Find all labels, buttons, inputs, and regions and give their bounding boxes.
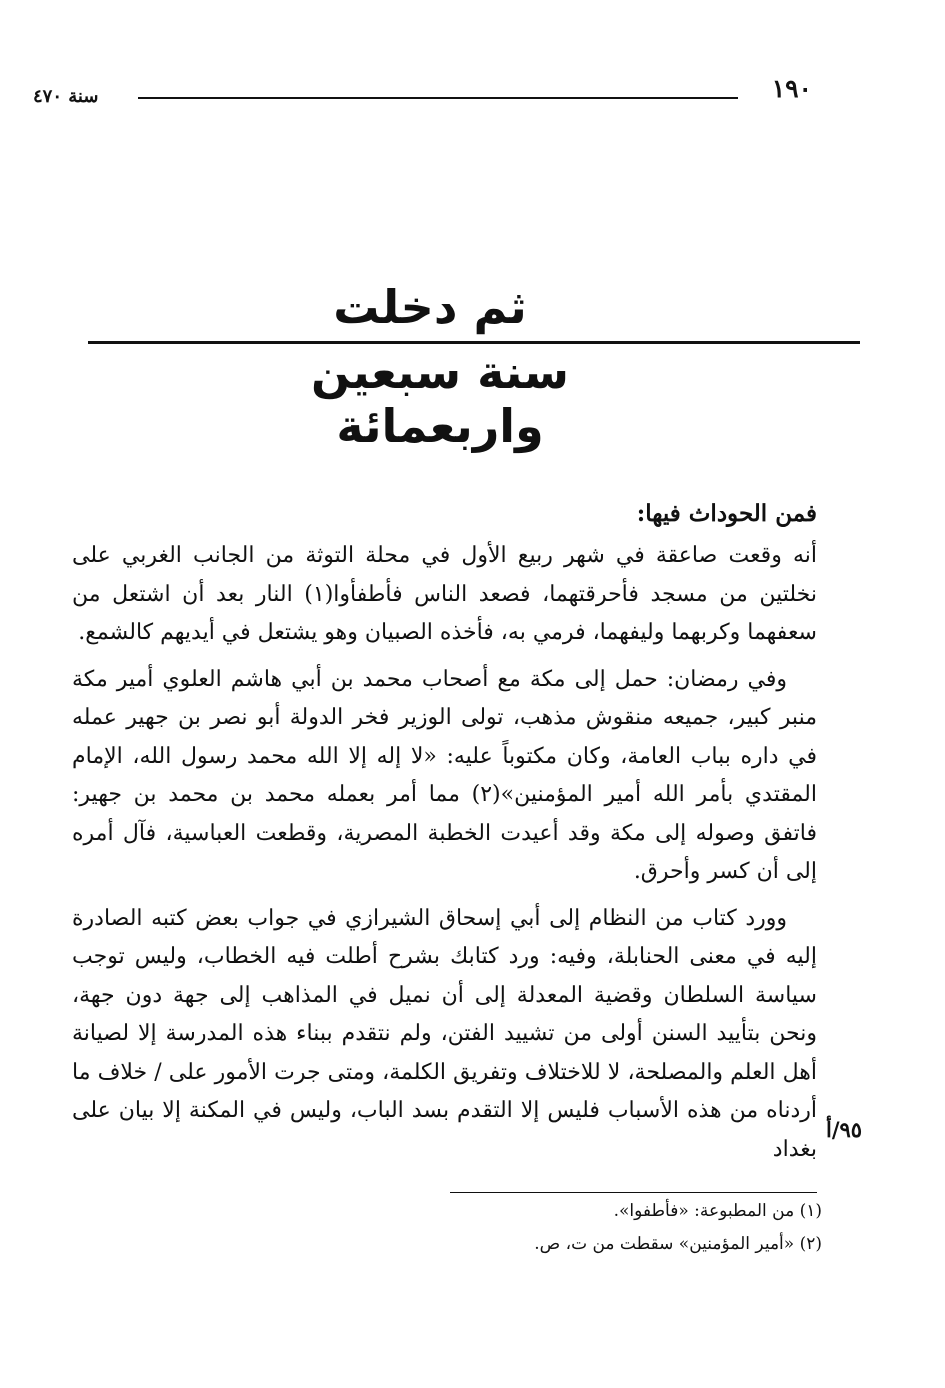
footnote: (١) من المطبوعة: «فأطفوا». bbox=[613, 1201, 822, 1221]
title-rule bbox=[88, 341, 860, 344]
page-number: ١٩٠ bbox=[771, 74, 812, 103]
body-text bbox=[72, 537, 817, 1177]
running-title: سنة ٤٧٠ bbox=[33, 86, 99, 107]
footnotes bbox=[300, 1195, 822, 1261]
paragraph: وورد كتاب من النظام إلى أبي إسحاق الشيرازي في جواب بعض كتبه الصادرة إليه في معنى الحنابلة، وفيه: ورد كتابك بشرح أطلت فيه الخطاب، وليس توجب سياسة السلطان وقضية المعدلة إلى أن نميل في المذاهب إلى جهة دون جهة، ونحن بتأييد السنن أولى من تشييد الفتن، ولم نتقدم ببناء هذه المدرسة إلا لصيانة أهل العلم والمصلحة، لا للاختلاف وتفريق الكلمة، ومتى جرت الأمور على / خلاف ما أردناه من هذه الأسباب فليس إلا التقدم بسد الباب، وليس في المكنة إلا بيان على بغداد bbox=[72, 905, 817, 1162]
chapter-title-line1: ثم دخلت bbox=[333, 280, 527, 334]
paragraph: أنه وقعت صاعقة في شهر ربيع الأول في محلة التوثة من الجانب الغربي على نخلتين من مسجد فأحرقتهما، فصعد الناس فأطفأوا(١) النار بعد أن اشتعل من سعفهما وكربهما وليفهما، فرمي به، فأخذه الصبيان وهو يشتعل في أيديهم كالشمع. bbox=[72, 543, 817, 645]
footnote-rule bbox=[450, 1192, 817, 1193]
section-heading: فمن الحوداث فيها: bbox=[636, 500, 817, 527]
footnote: (٢) «أمير المؤمنين» سقطت من ت، ص. bbox=[534, 1234, 822, 1254]
manuscript-folio-note: ٩٥/أ bbox=[826, 1117, 863, 1142]
paragraph: وفي رمضان: حمل إلى مكة مع أصحاب محمد بن أبي هاشم العلوي أمير مكة منبر كبير، جميعه منقوش مذهب، تولى الوزير فخر الدولة أبو نصر بن جهير عمله في داره بباب العامة، وكان مكتوباً عليه: «لا إله إلا الله محمد رسول الله، الإمام المقتدي بأمر الله أمير المؤمنين»(٢) مما أمر بعمله محمد بن محمد بن جهير: فاتفق وصوله إلى مكة وقد أعيدت الخطبة المصرية، وقطعت العباسية، فآل أمره إلى أن كسر وأحرق. bbox=[72, 666, 817, 884]
header-rule bbox=[138, 97, 738, 99]
chapter-title-line2: سنة سبعين واربعمائة bbox=[310, 345, 570, 453]
